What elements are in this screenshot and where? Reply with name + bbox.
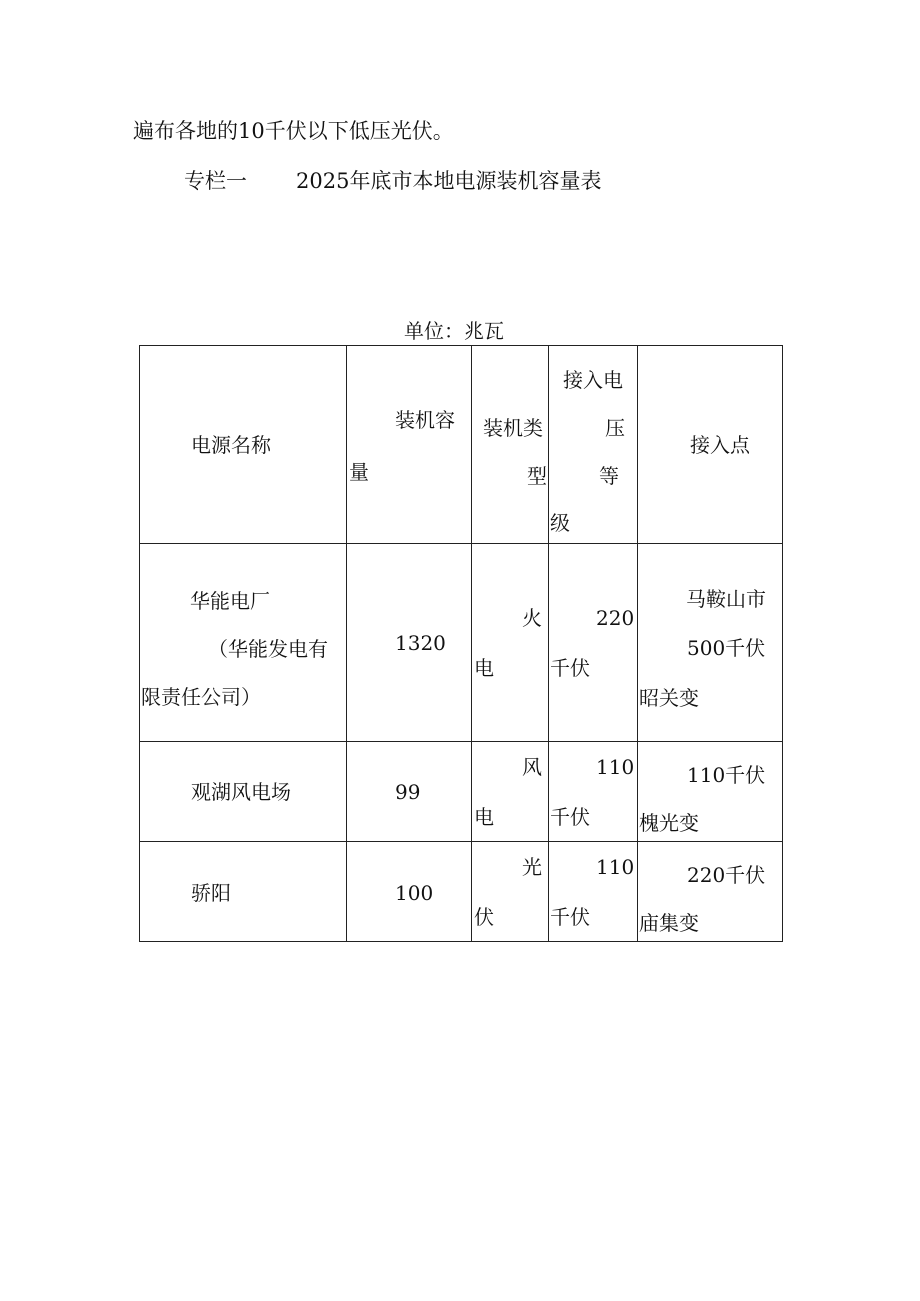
header-name: 电源名称: [191, 433, 271, 457]
row3-voltage-line1: 110: [596, 855, 635, 879]
row3-voltage-cell: [549, 842, 638, 942]
header-name-cell: [140, 346, 347, 544]
row1-point-line2: 500千伏: [687, 636, 766, 660]
row1-point-line1: 马鞍山市: [686, 587, 766, 611]
row1-name-line3: 限责任公司）: [141, 685, 261, 709]
row2-voltage-line1: 110: [596, 755, 635, 779]
header-point-cell: [638, 346, 783, 544]
header-voltage-line1: 接入电: [563, 368, 623, 392]
row2-point-line2: 槐光变: [639, 811, 699, 835]
row1-type-line1: 火: [522, 606, 542, 630]
row2-voltage-cell: [549, 742, 638, 842]
header-voltage-line3: 等: [599, 464, 619, 488]
row3-capacity: 100: [395, 881, 434, 905]
row1-type-cell: [472, 544, 549, 742]
table-header-row: [140, 346, 783, 544]
row2-voltage-line2: 千伏: [550, 805, 590, 829]
caption-label: 专栏一: [184, 169, 247, 193]
row3-voltage-line2: 千伏: [550, 905, 590, 929]
header-point: 接入点: [690, 433, 750, 457]
row3-point-line1: 220千伏: [687, 863, 766, 887]
caption-title: 2025年底市本地电源装机容量表: [296, 169, 602, 193]
paragraph-tail: 遍布各地的10千伏以下低压光伏。: [133, 119, 454, 143]
row2-name: 观湖风电场: [191, 780, 291, 804]
row1-name-cell: [140, 544, 347, 742]
row3-capacity-cell: [347, 842, 472, 942]
row3-type-cell: [472, 842, 549, 942]
row2-type-line2: 电: [474, 805, 494, 829]
row1-point-line3: 昭关变: [639, 686, 699, 710]
header-type-line2: 型: [527, 464, 547, 488]
row3-type-line1: 光: [522, 855, 542, 879]
header-voltage-line4: 级: [550, 511, 570, 535]
row2-capacity: 99: [395, 780, 421, 804]
row3-name-cell: [140, 842, 347, 942]
row2-capacity-cell: [347, 742, 472, 842]
row1-name-line1: 华能电厂: [190, 589, 270, 613]
row1-voltage-line2: 千伏: [550, 656, 590, 680]
header-capacity-cell: [347, 346, 472, 544]
header-type-line1: 装机类: [483, 416, 543, 440]
header-voltage-line2: 压: [605, 416, 625, 440]
capacity-table: [139, 345, 783, 942]
row1-voltage-cell: [549, 544, 638, 742]
row3-name: 骄阳: [191, 881, 231, 905]
row2-type-line1: 风: [522, 755, 542, 779]
header-capacity-line2: 量: [349, 460, 369, 484]
header-capacity-line1: 装机容: [395, 408, 455, 432]
row1-capacity-cell: [347, 544, 472, 742]
table-row: [140, 742, 783, 842]
row2-point-line1: 110千伏: [687, 763, 766, 787]
row3-point-cell: [638, 842, 783, 942]
header-type-cell: [472, 346, 549, 544]
row2-type-cell: [472, 742, 549, 842]
row1-capacity: 1320: [395, 631, 446, 655]
unit-label: 单位：兆瓦: [404, 319, 504, 343]
header-voltage-cell: [549, 346, 638, 544]
row1-name-line2: （华能发电有: [208, 637, 328, 661]
table-row: [140, 544, 783, 742]
row1-type-line2: 电: [474, 656, 494, 680]
row2-point-cell: [638, 742, 783, 842]
row1-voltage-line1: 220: [596, 606, 635, 630]
row1-point-cell: [638, 544, 783, 742]
row3-point-line2: 庙集变: [639, 911, 699, 935]
table-row: [140, 842, 783, 942]
row2-name-cell: [140, 742, 347, 842]
row3-type-line2: 伏: [474, 905, 494, 929]
